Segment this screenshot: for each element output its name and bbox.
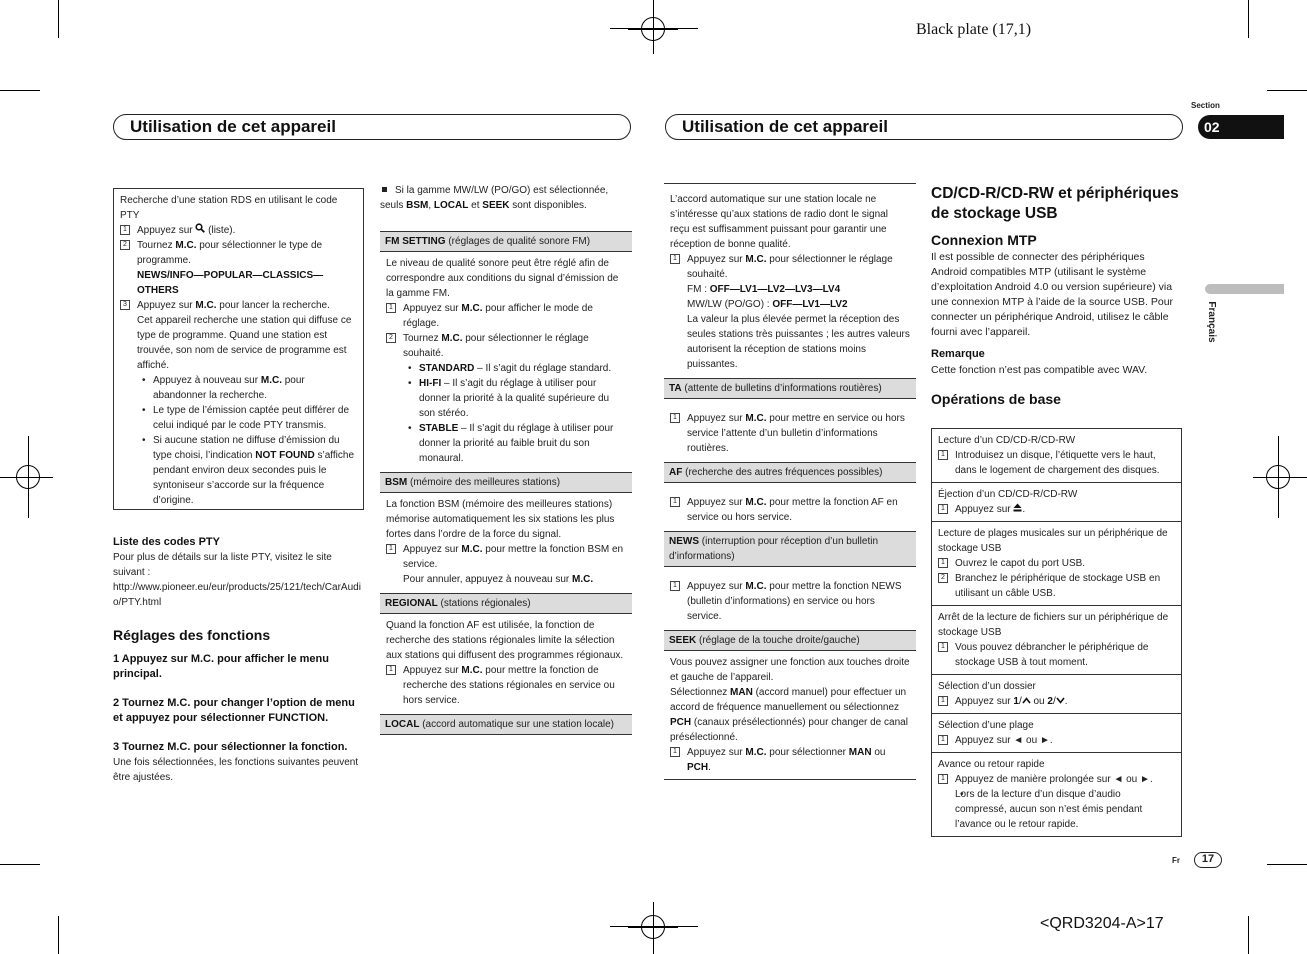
mc-key: M.C.: [175, 240, 197, 252]
remark-title: Remarque: [931, 348, 985, 360]
bsm-key: BSM: [406, 200, 429, 211]
step-number: 1: [938, 735, 948, 745]
bullet: • Appuyez à nouveau sur M.C. pour abandonner la recherche.: [120, 373, 357, 403]
step: 2 Tournez M.C. pour sélectionner le réglage souhaité.: [386, 331, 626, 361]
bsm-text: La fonction BSM (mémoire des meilleures stations) mémorise automatiquement les six stations les plus fortes dans l’ordre de la force du signal.: [386, 499, 615, 540]
step: 1 Appuyez sur M.C. pour sélectionner le réglage souhaité. FM : OFF—LV1—LV2—LV3—LV4 MW/LW (PO/GO) : OFF—LV1—LV2 La valeur la plus élevée permet la réception des seules stations très puissantes ; les autres valeurs autorisent la réception de stations moins puissantes.: [670, 252, 910, 372]
step: 1 Appuyez sur M.C. pour mettre la fonction de recherche des stations régionales en service ou hors service.: [386, 663, 626, 708]
mc-key: M.C.: [195, 300, 217, 312]
step-number: 1: [670, 413, 680, 423]
step-number: 3: [120, 300, 130, 310]
note-square-icon: [382, 187, 387, 192]
step-text: Appuyez sur: [137, 225, 196, 237]
seek-key: SEEK: [482, 200, 510, 211]
pty-list-text: Pour plus de détails sur la liste PTY, visitez le site suivant :: [113, 552, 332, 578]
plate-label: Black plate (17,1): [916, 21, 1032, 38]
ta-header: TA (attente de bulletins d’informations routières): [664, 378, 916, 399]
reglages-step-1: 1 Appuyez sur M.C. pour afficher le menu principal.: [113, 653, 329, 680]
column-4: [931, 184, 1183, 408]
af-body: [664, 483, 916, 525]
seek-text: Vous pouvez assigner une fonction aux touches droite et gauche de l’appareil.: [670, 657, 910, 683]
band-note: Si la gamme MW/LW (PO/GO) est sélectionnée, seuls BSM, LOCAL et SEEK sont disponibles.: [380, 185, 609, 211]
left-arrow-icon: ◄: [1113, 774, 1124, 786]
step: 1 Ouvrez le capot du port USB.: [938, 556, 1175, 571]
seek-body: [664, 651, 916, 780]
right-arrow-icon: ►: [1140, 774, 1150, 786]
pty-search-box: [113, 188, 364, 510]
local-header: LOCAL (accord automatique sur une station locale): [380, 714, 632, 735]
bullet: • STANDARD – Il s’agit du réglage standard.: [386, 361, 626, 376]
step-number: 1: [938, 696, 948, 706]
step-number: 1: [386, 544, 396, 554]
step-number: 1: [670, 747, 680, 757]
step-text: Cet appareil recherche une station qui diffuse ce type de programme. Quand une station est trouvée, son nom de service de programme est affiché.: [137, 315, 352, 372]
pty-options: NEWS/INFO—POPULAR—CLASSICS—OTHERS: [137, 270, 324, 297]
crop-mark: [0, 90, 40, 91]
local-text: L’accord automatique sur une station locale ne s’intéresse qu’aux stations de radio dont le signal reçu est suffisamment puissant pour garantir une réception de bonne qualité.: [670, 194, 888, 250]
bsm-header: BSM (mémoire des meilleures stations): [380, 472, 632, 493]
reglages-step-3: 3 Tournez M.C. pour sélectionner la fonction.: [113, 741, 348, 753]
crop-mark: [0, 864, 40, 865]
chevron-up-icon: [1022, 694, 1031, 709]
step: 1 Appuyez sur .: [938, 502, 1175, 517]
reglages-section: [113, 626, 365, 785]
mtp-title: Connexion MTP: [931, 232, 1037, 248]
step: 1 Appuyez de manière prolongée sur ◄ ou ►.: [938, 772, 1175, 787]
fm-setting-header: FM SETTING (réglages de qualité sonore FM): [380, 231, 632, 252]
step-number: 1: [938, 450, 948, 460]
registration-mark-icon: [641, 915, 665, 939]
af-header: AF (recherche des autres fréquences possibles): [664, 462, 916, 483]
registration-mark-icon: [641, 17, 665, 41]
ta-body: [664, 399, 916, 456]
seek-text: Sélectionnez MAN (accord manuel) pour effectuer un accord de fréquence manuellement ou sélectionnez PCH (canaux présélectionnés) pour changer de canal présélectionné.: [670, 687, 908, 743]
left-section-banner: Utilisation de cet appareil: [113, 114, 631, 140]
box-title: Recherche d’une station RDS en utilisant le code PTY: [120, 195, 338, 221]
step-number: 1: [938, 642, 948, 652]
mc-key: M.C.: [260, 375, 282, 387]
page-number: 17: [1194, 852, 1222, 868]
news-header: NEWS (interruption pour réception d’un bulletin d’informations): [664, 531, 916, 567]
pty-url-link[interactable]: http://www.pioneer.eu/eur/products/25/121/tech/CarAudio/PTY.html: [113, 582, 361, 608]
step: 1 Appuyez sur M.C. pour mettre en service ou hors service l’attente d’un bulletin d’informations routières.: [670, 411, 910, 456]
step-number: 1: [938, 558, 948, 568]
step: 1 Appuyez sur M.C. pour mettre la fonction BSM en service. Pour annuler, appuyez à nouveau sur M.C.: [386, 542, 626, 587]
fm-setting-body: [380, 252, 632, 466]
section-number-tab: [1198, 115, 1284, 139]
reglages-step-3-text: Une fois sélectionnées, les fonctions suivantes peuvent être ajustées.: [113, 757, 359, 783]
pty-list-section: [113, 535, 365, 610]
seek-header: SEEK (réglage de la touche droite/gauche): [664, 630, 916, 651]
step-number: 1: [386, 303, 396, 313]
step: 1 Vous pouvez débrancher le périphérique de stockage USB à tout moment.: [938, 640, 1175, 670]
basic-ops-box: [931, 428, 1182, 837]
op-select-folder: [932, 675, 1181, 714]
step-text: pour sélectionner le type de programme.: [137, 240, 323, 267]
crop-mark: [58, 916, 59, 954]
step-number: 2: [120, 240, 130, 250]
bullet: • Le type de l’émission captée peut différer de celui indiqué par le code PTY transmis.: [120, 403, 357, 433]
local-body: [664, 184, 916, 372]
step: 1 Appuyez sur 1/ ou 2/ .: [938, 694, 1175, 709]
cd-usb-title: CD/CD-R/CD-RW et périphériques de stockage USB: [931, 185, 1179, 222]
fm-setting-text: Le niveau de qualité sonore peut être réglé afin de correspondre aux conditions du signal d’émission de la gamme FM.: [386, 258, 619, 299]
ops-title: Opérations de base: [931, 391, 1061, 407]
step-number: 1: [938, 504, 948, 514]
step-number: 1: [120, 225, 130, 235]
regional-text: Quand la fonction AF est utilisée, la fonction de recherche des stations régionales limite la sélection aux stations qui diffusent des programmes régionaux.: [386, 620, 624, 661]
op-eject-cd: [932, 483, 1181, 522]
crop-mark: [1248, 0, 1249, 38]
reglages-step-2: 2 Tournez M.C. pour changer l’option de menu et appuyez pour sélectionner FUNCTION.: [113, 697, 355, 724]
step-number: 1: [670, 581, 680, 591]
step: 2 Branchez le périphérique de stockage USB en utilisant un câble USB.: [938, 571, 1175, 601]
right-section-banner: Utilisation de cet appareil: [665, 114, 1183, 140]
op-title: Avance ou retour rapide: [938, 759, 1045, 771]
op-title: Arrêt de la lecture de fichiers sur un périphérique de stockage USB: [938, 612, 1169, 639]
fm-level-options: OFF—LV1—LV2—LV3—LV4: [709, 284, 841, 295]
bullet: • HI-FI – Il s’agit du réglage à utiliser pour donner la priorité à la qualité supérieure du son stéréo.: [386, 376, 626, 421]
bullet: • Si aucune station ne diffuse d’émission du type choisi, l’indication NOT FOUND s’affiche pendant environ deux secondes puis le syntoniseur s’accorde sur la fréquence d’origine.: [120, 433, 357, 508]
step: 1 Introduisez un disque, l’étiquette vers le haut, dans le logement de chargement des disques.: [938, 448, 1175, 478]
left-arrow-icon: ◄: [1013, 735, 1024, 747]
op-title: Sélection d’un dossier: [938, 681, 1036, 693]
mtp-text: Il est possible de connecter des périphériques Android compatibles MTP (utilisant le système d’exploitation Android 4.0 ou version supérieure) via une connexion MTP à l’aide de la source USB. Pour connecter un périphérique Android, utilisez le câble fourni avec l’appareil.: [931, 251, 1174, 338]
step-text: Tournez: [137, 240, 176, 252]
page-lang: Fr: [1172, 856, 1180, 865]
step: 1 Appuyez sur ◄ ou ►.: [938, 733, 1175, 748]
footer-code: <QRD3204-A>17: [1040, 915, 1164, 932]
step-text: pour lancer la recherche.: [216, 300, 330, 312]
step-number: 1: [670, 254, 680, 264]
chevron-down-icon: [1056, 694, 1065, 709]
step-text: Appuyez sur: [137, 300, 196, 312]
mw-level-options: OFF—LV1—LV2: [772, 299, 848, 310]
op-title: Lecture de plages musicales sur un périphérique de stockage USB: [938, 528, 1168, 555]
step-number: 1: [670, 497, 680, 507]
step: 1 Appuyez sur M.C. pour afficher le mode de réglage.: [386, 301, 626, 331]
remark-text: Cette fonction n’est pas compatible avec WAV.: [931, 364, 1148, 376]
crop-mark: [1267, 864, 1307, 865]
not-found-label: NOT FOUND: [255, 450, 315, 462]
crop-mark: [58, 0, 59, 38]
step: 1 Appuyez sur M.C. pour mettre la fonction NEWS (bulletin d’informations) en service ou hors service.: [670, 579, 910, 624]
step-text: (liste).: [205, 225, 236, 237]
column-3: [664, 183, 916, 780]
op-title: Sélection d’une plage: [938, 720, 1034, 732]
section-label: Section: [1191, 101, 1220, 110]
regional-body: [380, 614, 632, 708]
step: [120, 238, 357, 298]
registration-mark-icon: [1266, 465, 1290, 489]
reglages-title: Réglages des fonctions: [113, 627, 271, 643]
search-icon: [195, 223, 205, 238]
pty-list-title: Liste des codes PTY: [113, 536, 220, 548]
op-play-usb: [932, 522, 1181, 606]
op-title: Éjection d’un CD/CD-R/CD-RW: [938, 489, 1078, 500]
bullet: • Lors de la lecture d’un disque d’audio compressé, aucun son n’est émis pendant l’avance ou le retour rapide.: [938, 787, 1175, 832]
registration-mark-icon: [16, 465, 40, 489]
crop-mark: [1248, 916, 1249, 954]
step: [120, 223, 357, 238]
step: [120, 298, 357, 373]
bullet: • STABLE – Il s’agit du réglage à utiliser pour donner la priorité au faible bruit du son monaural.: [386, 421, 626, 466]
news-body: [664, 567, 916, 624]
language-label: Français: [1206, 301, 1217, 343]
crop-mark: [1267, 90, 1307, 91]
op-select-track: [932, 714, 1181, 753]
section-number: 02: [1204, 119, 1220, 135]
step-number: 2: [938, 573, 948, 583]
bsm-body: [380, 493, 632, 587]
step-number: 2: [386, 333, 396, 343]
op-play-cd: [932, 429, 1181, 483]
step-number: 1: [386, 665, 396, 675]
op-fast-forward: [932, 753, 1181, 836]
regional-header: REGIONAL (stations régionales): [380, 593, 632, 614]
op-stop-usb: [932, 606, 1181, 675]
step: 1 Appuyez sur M.C. pour mettre la fonction AF en service ou hors service.: [670, 495, 910, 525]
op-title: Lecture d’un CD/CD-R/CD-RW: [938, 435, 1076, 446]
step-number: 1: [938, 774, 948, 784]
column-2: [380, 183, 632, 735]
step: 1 Appuyez sur M.C. pour sélectionner MAN ou PCH.: [670, 745, 910, 775]
local-key: LOCAL: [433, 200, 469, 211]
right-arrow-icon: ►: [1039, 735, 1050, 747]
